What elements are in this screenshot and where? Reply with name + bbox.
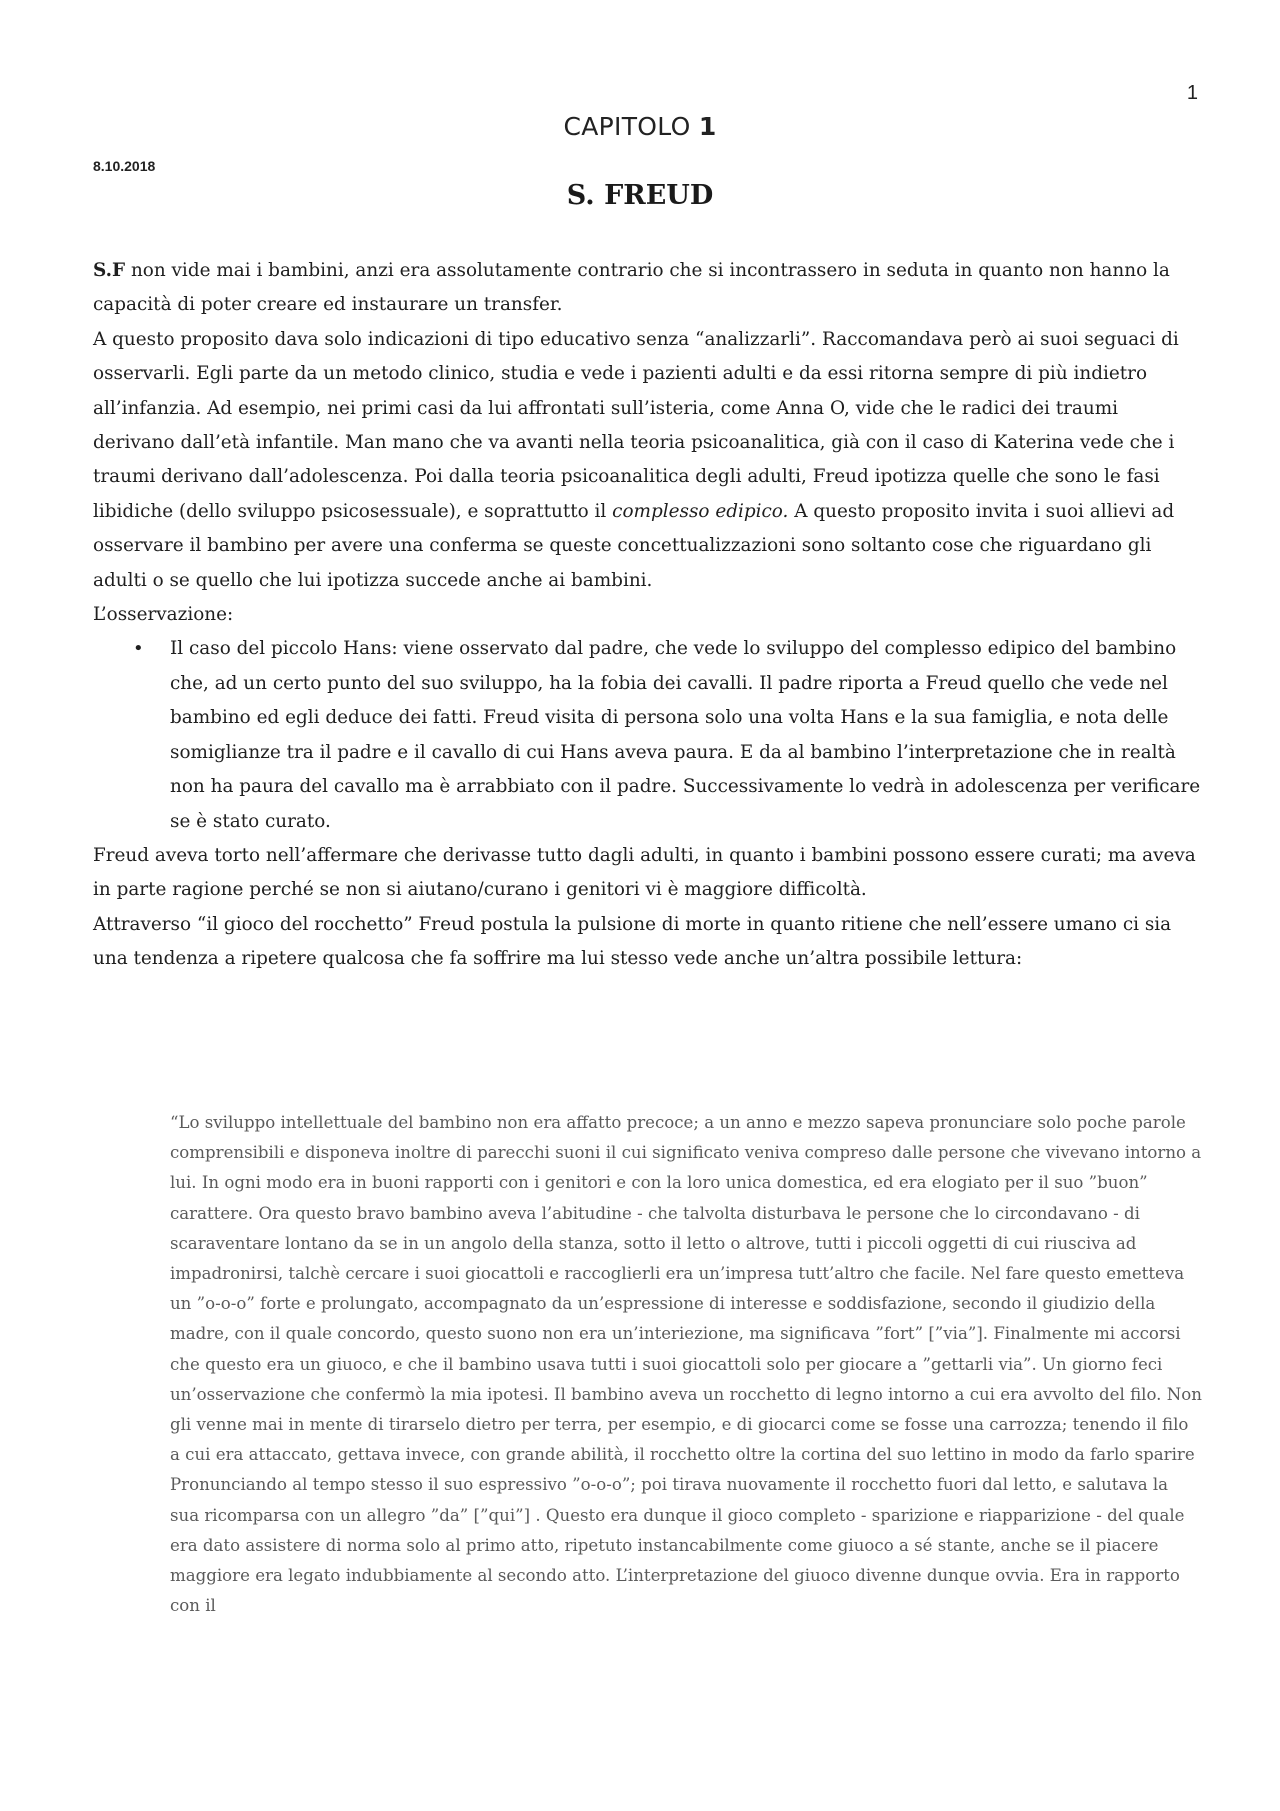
document-date: 8.10.2018 (93, 158, 156, 174)
paragraph-education-text: A questo proposito dava solo indicazioni di tipo educativo senza “analizzarli”. Raccomandava però ai suoi seguaci di osservarli. Egli parte da un metodo clinico, studia e vede i pazienti adulti e da essi ritorna sempre di più indietro all’infanzia. Ad esempio, nei primi casi da lui affrontati sull’isteria, come Anna O, vide che le radici dei traumi derivano dall’età infantile. Man mano che va avanti nella teoria psicoanalitica, già con il caso di Katerina vede che i traumi derivano dall’adolescenza. Poi dalla teoria psicoanalitica degli adulti, Freud ipotizza quelle che sono le fasi libidiche (dello sviluppo psicosessuale), e soprattutto il (93, 328, 1179, 522)
block-quote (170, 1108, 1202, 1621)
italic-term: complesso edipico. (612, 500, 789, 522)
bullet-icon: • (133, 638, 144, 660)
chapter-word: CAPITOLO (563, 112, 691, 141)
list-item-text: Il caso del piccolo Hans: viene osservato dal padre, che vede lo sviluppo del complesso edipico del bambino che, ad un certo punto del suo sviluppo, ha la fobia dei cavalli. Il padre riporta a Freud quello che vede nel bambino ed egli deduce dei fatti. Freud visita di persona solo una volta Hans e la sua famiglia, e nota delle somiglianze tra il padre e il cavallo di cui Hans aveva paura. E da al bambino l’interpretazione che in realtà non ha paura del cavallo ma è arrabbiato con il padre. Successivamente lo vedrà in adolescenza per verificare se è stato curato. (170, 638, 1201, 832)
chapter-number: 1 (698, 112, 717, 141)
paragraph-rocchetto: Attraverso “il gioco del rocchetto” Freud postula la pulsione di morte in quanto ritiene che nell’essere umano ci sia una tendenza a ripetere qualcosa che fa soffrire ma lui stesso vede anche un’altra possibile lettura: (93, 913, 1172, 970)
paragraph-intro-text: non vide mai i bambini, anzi era assolutamente contrario che si incontrassero in seduta in quanto non hanno la capacità di poter creare ed instaurare un transfer. (93, 260, 1170, 316)
body-text (93, 254, 1201, 977)
paragraph-observation-label: L’osservazione: (93, 604, 234, 626)
chapter-heading (0, 112, 1280, 141)
page-number: 1 (1186, 82, 1198, 104)
paragraph-intro (93, 254, 1201, 323)
paragraph-education (93, 323, 1201, 598)
paragraph-education-tail: A questo proposito invita i suoi allievi ad osservare il bambino per avere una conferma se queste concettualizzazioni sono soltanto cose che riguardano gli adulti o se quello che lui ipotizza succede anche ai bambini. (93, 500, 1175, 591)
page-title: S. FREUD (566, 180, 714, 211)
quote-text: “Lo sviluppo intellettuale del bambino non era affatto precoce; a un anno e mezzo sapeva pronunciare solo poche parole comprensibili e disponeva inoltre di parecchi suoni il cui significato veniva compreso dalle persone che vivevano intorno a lui. In ogni modo era in buoni rapporti con i genitori e con la loro unica domestica, ed era elogiato per il suo ”buon” carattere. Ora questo bravo bambino aveva l’abitudine - che talvolta disturbava le persone che lo circondavano - di scaraventare lontano da se in un angolo della stanza, sotto il letto o altrove, tutti i piccoli oggetti di cui riusciva ad impadronirsi, talchè cercare i suoi giocattoli e raccoglierli era un’impresa tutt’altro che facile. Nel fare questo emetteva un ”o-o-o” forte e prolungato, accompagnato da un’espressione di interesse e soddisfazione, secondo il giudizio della madre, con il quale concordo, questo suono non era un’interiezione, ma significava ”fort” [”via”]. Finalmente mi accorsi che questo era un giuoco, e che il bambino usava tutti i suoi giocattoli solo per giocare a ”gettarli via”. Un giorno feci un’osservazione che confermò la mia ipotesi. Il bambino aveva un rocchetto di legno intorno a cui era avvolto del filo. Non gli venne mai in mente di tirarselo dietro per terra, per esempio, e di giocarci come se fosse una carrozza; tenendo il filo a cui era attaccato, gettava invece, con grande abilità, il rocchetto oltre la cortina del suo lettino in modo da farlo sparire Pronunciando al tempo stesso il suo espressivo ”o-o-o”; poi tirava nuovamente il rocchetto fuori dal letto, e salutava la sua ricomparsa con un allegro ”da” [”qui”] . Questo era dunque il gioco completo - sparizione e riapparizione - del quale era dato assistere di norma solo al primo atto, ripetuto instancabilmente come giuoco a sé stante, anche se il piacere maggiore era legato indubbiamente al secondo atto. L’interpretazione del giuoco divenne dunque ovvia. Era in rapporto con il (170, 1113, 1202, 1616)
list-item (133, 632, 1201, 838)
paragraph-freud-wrong: Freud aveva torto nell’affermare che derivasse tutto dagli adulti, in quanto i bambini possono essere curati; ma aveva in parte ragione perché se non si aiutano/curano i genitori vi è maggiore difficoltà. (93, 844, 1196, 901)
paragraph-lead: S.F (93, 260, 126, 281)
bullet-list (93, 632, 1201, 838)
